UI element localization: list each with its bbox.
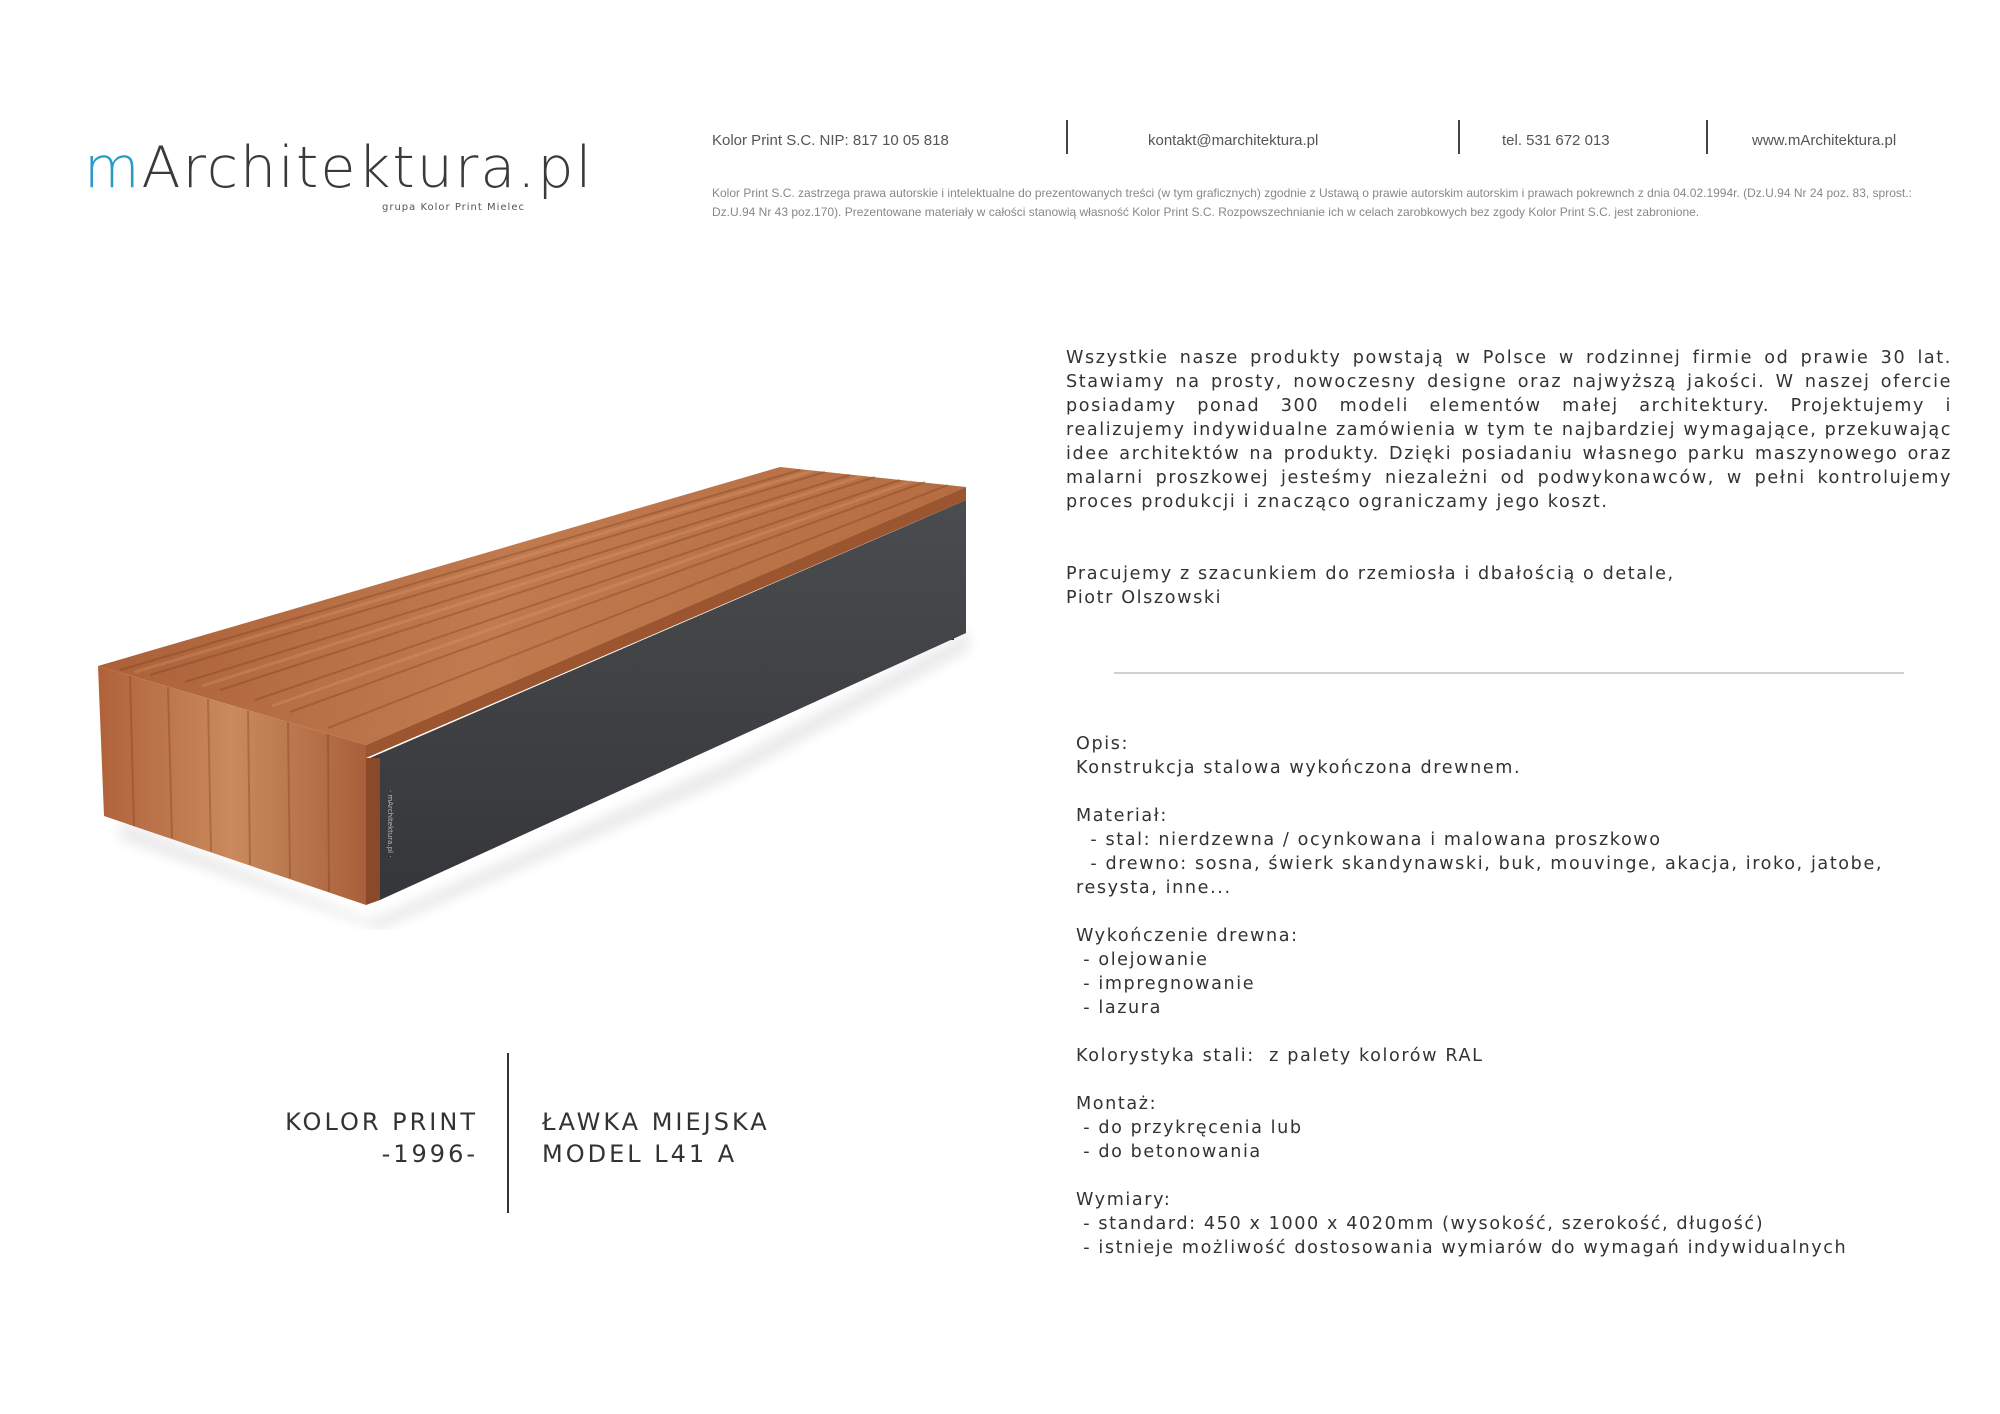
logo-m: m [84, 135, 142, 201]
spec-line: Materiał: [1076, 806, 1168, 826]
spec-line [1076, 1164, 1956, 1188]
contact-divider [1706, 120, 1708, 154]
spec-line: Wymiary: [1076, 1190, 1172, 1210]
closing-block [1066, 562, 1675, 610]
spec-line [1076, 780, 1956, 804]
contact-divider [1458, 120, 1460, 154]
signature: Piotr Olszowski [1066, 588, 1223, 608]
spec-line: Opis: [1076, 734, 1129, 754]
spec-line: - istnieje możliwość dostosowania wymiarów do wymagań indywidualnych [1076, 1238, 1848, 1258]
intro-text: Wszystkie nasze produkty powstają w Polsce w rodzinnej firmie od prawie 30 lat. Stawiamy na prosty, nowoczesny designe oraz najwyższą jakości. W naszej ofercie posiadamy ponad 300 modeli elementów małej architektury. Projektujemy i realizujemy indywidualne zamówienia w tym te najbardziej wymagające, przekuwając idee architektów na produkty. Dzięki posiadaniu własnego parku maszynowego oraz malarni proszkowej jesteśmy niezależni od podwykonawców, w pełni kontrolujemy proces produkcji i znacząco ograniczamy jego koszt. [1066, 348, 1952, 512]
caption-model: MODEL L41 A [542, 1140, 738, 1168]
spec-line: - do betonowania [1076, 1142, 1262, 1162]
section-divider [1114, 672, 1904, 674]
spec-line: - drewno: sosna, świerk skandynawski, buk, mouvinge, akacja, iroko, jatobe, [1076, 854, 1884, 874]
caption-product-block [542, 1106, 962, 1170]
spec-line: resysta, inne... [1076, 878, 1232, 898]
spec-line: - do przykręcenia lub [1076, 1118, 1303, 1138]
website-link[interactable]: www.mArchitektura.pl [1752, 132, 1897, 149]
caption-brand: KOLOR PRINT [285, 1108, 478, 1136]
spec-line [1076, 1020, 1956, 1044]
caption-brand-block [200, 1106, 478, 1170]
closing-text: Pracujemy z szacunkiem do rzemiosła i dbałością o detale, [1066, 564, 1675, 584]
spec-line: Konstrukcja stalowa wykończona drewnem. [1076, 758, 1522, 778]
company-nip: Kolor Print S.C. NIP: 817 10 05 818 [712, 132, 949, 149]
spec-line: - olejowanie [1076, 950, 1209, 970]
spec-block [1076, 732, 1956, 1260]
phone-number: tel. 531 672 013 [1502, 132, 1610, 149]
bench-image [90, 460, 980, 930]
logo [84, 135, 594, 213]
panel-engraving: · mArchitektura.pl · [386, 790, 394, 858]
caption-product: ŁAWKA MIEJSKA [542, 1108, 770, 1136]
spec-line: Montaż: [1076, 1094, 1158, 1114]
caption-divider [507, 1053, 509, 1213]
spec-line: - standard: 450 x 1000 x 4020mm (wysokość, szerokość, długość) [1076, 1214, 1765, 1234]
spec-line: Wykończenie drewna: [1076, 926, 1299, 946]
logo-wordmark [84, 135, 594, 201]
spec-line [1076, 1068, 1956, 1092]
caption-year: -1996- [381, 1140, 478, 1168]
legal-notice: Kolor Print S.C. zastrzega prawa autorskie i intelektualne do prezentowanych treści (w tym graficznych) zgodnie z Ustawą o prawie autorskim autorskim i prawach pokrewnch z dnia 04.02.1994r. (Dz.U.94 Nr 24 poz. 83, sprost.: Dz.U.94 Nr 43 poz.170). Prezentowane materiały w całości stanowią własność Kolor Print S.C. Rozpowszechnianie ich w celach zarobkowych bez zgody Kolor Print S.C. jest zabronione. [712, 186, 1912, 219]
logo-name: Architektura.pl [141, 135, 594, 201]
bench-end-edge [366, 758, 380, 905]
intro-paragraph [1066, 346, 1952, 514]
email-link[interactable]: kontakt@marchitektura.pl [1148, 132, 1319, 149]
spec-line: - lazura [1076, 998, 1163, 1018]
contact-bar [712, 132, 1952, 156]
spec-line: Kolorystyka stali: z palety kolorów RAL [1076, 1046, 1484, 1066]
spec-line: - stal: nierdzewna / ocynkowana i malowana proszkowo [1076, 830, 1662, 850]
contact-divider [1066, 120, 1068, 154]
spec-line [1076, 900, 1956, 924]
logo-tagline: grupa Kolor Print Mielec [382, 202, 525, 213]
spec-line: - impregnowanie [1076, 974, 1256, 994]
